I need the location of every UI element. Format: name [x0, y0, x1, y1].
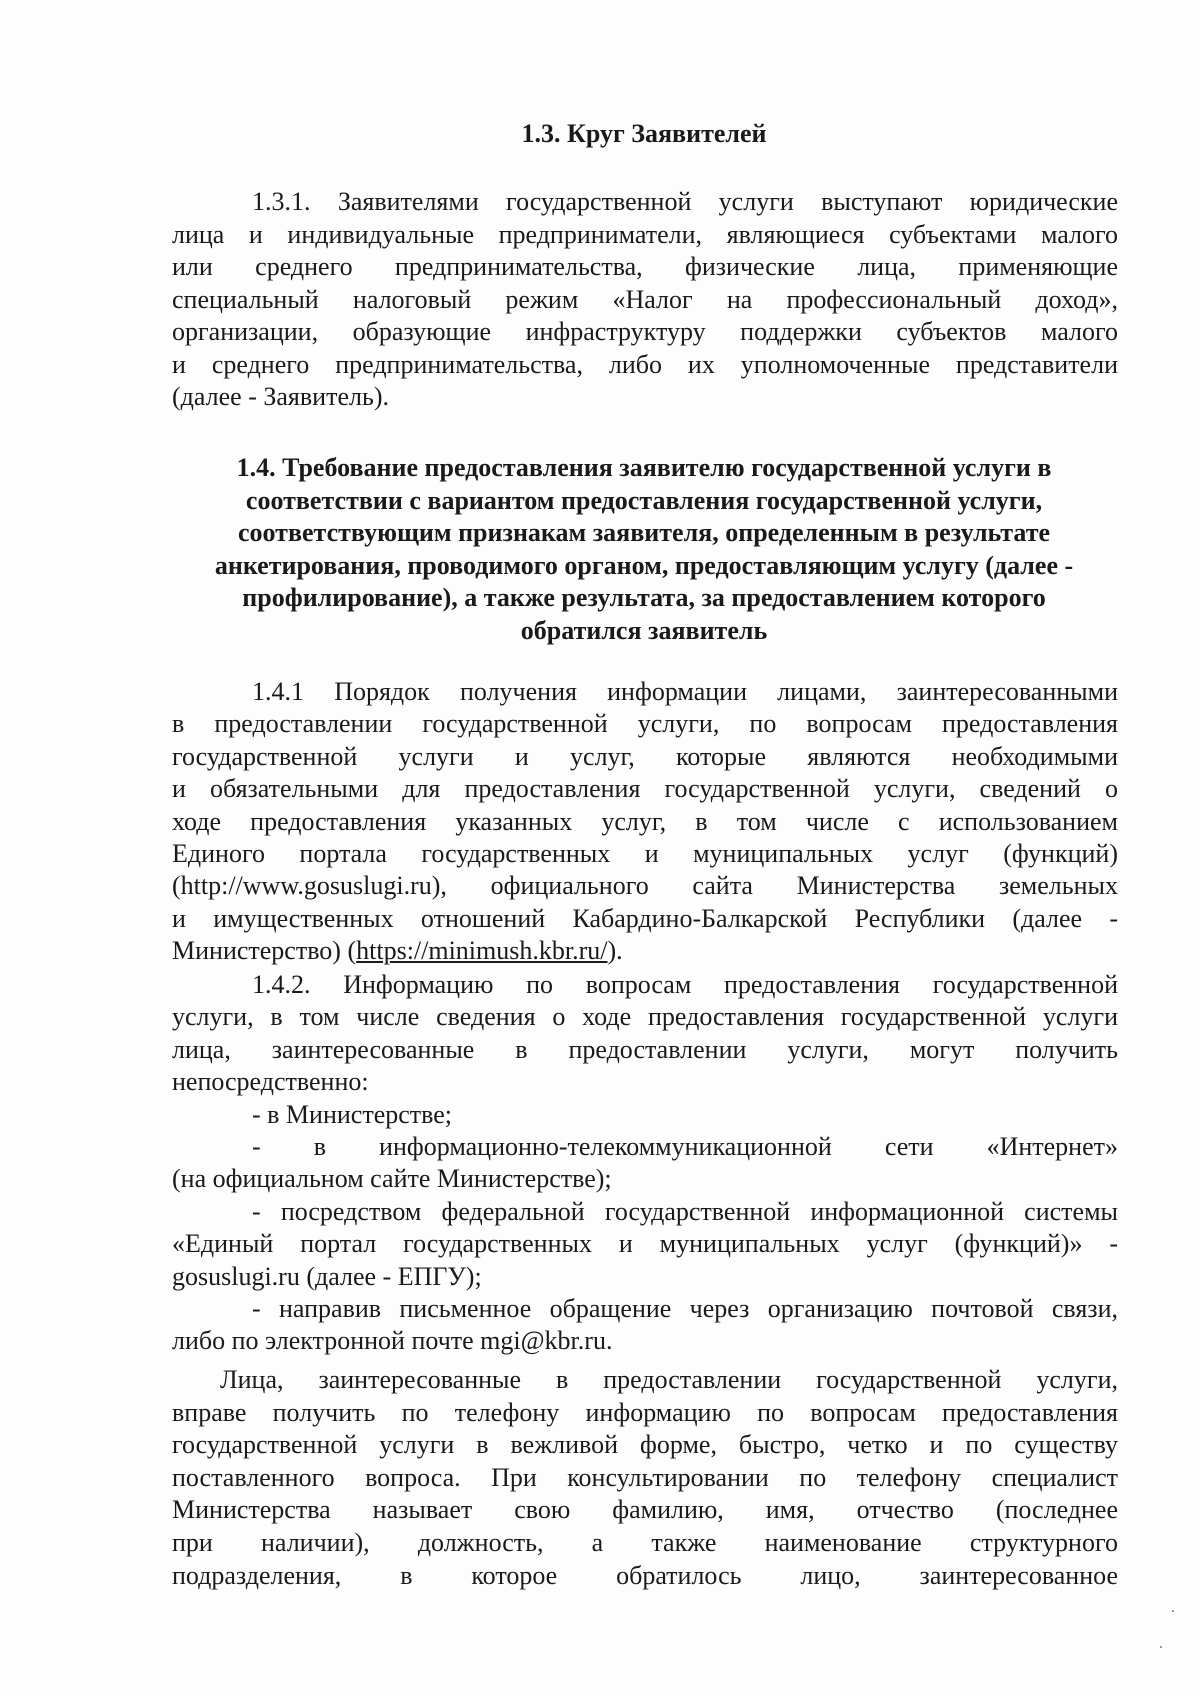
paragraph-line: специальный налоговый режим «Налог на профессиональный доход»,	[172, 284, 1118, 314]
paragraph-line: Единого портала государственных и муниципальных услуг (функций)	[172, 839, 1118, 869]
paragraph-line: государственной услуги и услуг, которые являются необходимыми	[172, 741, 1118, 771]
paragraph-line: (на официальном сайте Министерстве);	[172, 1164, 612, 1194]
paragraph-line	[172, 935, 1118, 967]
heading-line: профилирование), а также результата, за предоставлением которого	[242, 583, 1046, 612]
paragraph-line: организации, образующие инфраструктуру поддержки субъектов малого	[172, 317, 1118, 346]
paragraph-line: при наличии), должность, а также наименование структурного	[172, 1527, 1118, 1557]
paragraph-line: 1.4.1 Порядок получения информации лицами, заинтересованными	[252, 677, 1118, 706]
heading-line: соответствующим признакам заявителя, определенным в результате	[237, 518, 1051, 547]
section-1-4-title	[170, 452, 1118, 647]
heading-line: 1.4. Требование предоставления заявителю государственной услуги в	[236, 453, 1052, 482]
scan-speck	[1172, 1610, 1174, 1612]
paragraph-line: (http://www.gosuslugi.ru), официального сайта Министерства земельных	[172, 871, 1118, 901]
text-prefix: Министерство) (	[172, 936, 357, 966]
scan-speck	[1160, 1646, 1162, 1648]
paragraph-line: непосредственно:	[172, 1067, 369, 1097]
paragraph-line: лица и индивидуальные предприниматели, являющиеся субъектами малого	[172, 219, 1118, 249]
paragraph-line: и среднего предпринимательства, либо их уполномоченные представители	[172, 349, 1118, 379]
paragraph-line: ходе предоставления указанных услуг, в том числе с использованием	[172, 806, 1118, 836]
list-item: - посредством федеральной государственной информационной системы	[252, 1196, 1118, 1226]
heading-line: соответствии с вариантом предоставления государственной услуги,	[245, 485, 1043, 515]
paragraph-line: Министерства называет свою фамилию, имя, отчество (последнее	[172, 1495, 1118, 1525]
paragraph-line: и имущественных отношений Кабардино-Балкарской Республики (далее -	[172, 903, 1118, 933]
text-suffix: ).	[607, 936, 623, 966]
paragraph-line: государственной услуги в вежливой форме, быстро, четко и по существу	[172, 1430, 1118, 1460]
paragraph-1-4-2	[172, 969, 1118, 1358]
paragraph-line: (далее - Заявитель).	[172, 382, 389, 411]
paragraph-line: 1.4.2. Информацию по вопросам предоставления государственной	[252, 970, 1118, 999]
paragraph-phone-consulting	[172, 1364, 1118, 1592]
ministry-website-link[interactable]: https://minimush.kbr.ru/	[356, 936, 608, 966]
list-item: - в Министерстве;	[252, 1099, 453, 1129]
paragraph-line: в предоставлении государственной услуги, по вопросам предоставления	[172, 709, 1118, 739]
section-1-3-title: 1.3. Круг Заявителей	[521, 119, 767, 148]
paragraph-line: gosuslugi.ru (далее - ЕПГУ);	[172, 1261, 482, 1291]
paragraph-line: «Единый портал государственных и муниципальных услуг (функций)» -	[172, 1229, 1118, 1259]
paragraph-line: услуги, в том числе сведения о ходе предоставления государственной услуги	[172, 1002, 1118, 1032]
paragraph-line: лица, заинтересованные в предоставлении услуги, могут получить	[172, 1034, 1118, 1064]
paragraph-line: и обязательными для предоставления государственной услуги, сведений о	[172, 774, 1118, 804]
paragraph-line: Лица, заинтересованные в предоставлении государственной услуги,	[220, 1365, 1118, 1394]
paragraph-line: либо по электронной почте mgi@kbr.ru.	[172, 1326, 613, 1356]
list-item: - в информационно-телекоммуникационной сети «Интернет»	[252, 1132, 1118, 1162]
heading-line: обратился заявитель	[520, 615, 768, 645]
paragraph-1-4-1	[172, 676, 1118, 968]
list-item: - направив письменное обращение через организацию почтовой связи,	[252, 1294, 1118, 1324]
paragraph-line: вправе получить по телефону информацию по вопросам предоставления	[172, 1397, 1118, 1427]
paragraph-line: поставленного вопроса. При консультировании по телефону специалист	[172, 1462, 1118, 1492]
heading-line: анкетирования, проводимого органом, предоставляющим услугу (далее -	[214, 550, 1074, 580]
paragraph-line: подразделения, в которое обратилось лицо, заинтересованное	[172, 1560, 1118, 1590]
paragraph-line: 1.3.1. Заявителями государственной услуги выступают юридические	[252, 187, 1118, 216]
paragraph-line: или среднего предпринимательства, физические лица, применяющие	[172, 252, 1118, 281]
paragraph-1-3-1	[172, 186, 1118, 414]
